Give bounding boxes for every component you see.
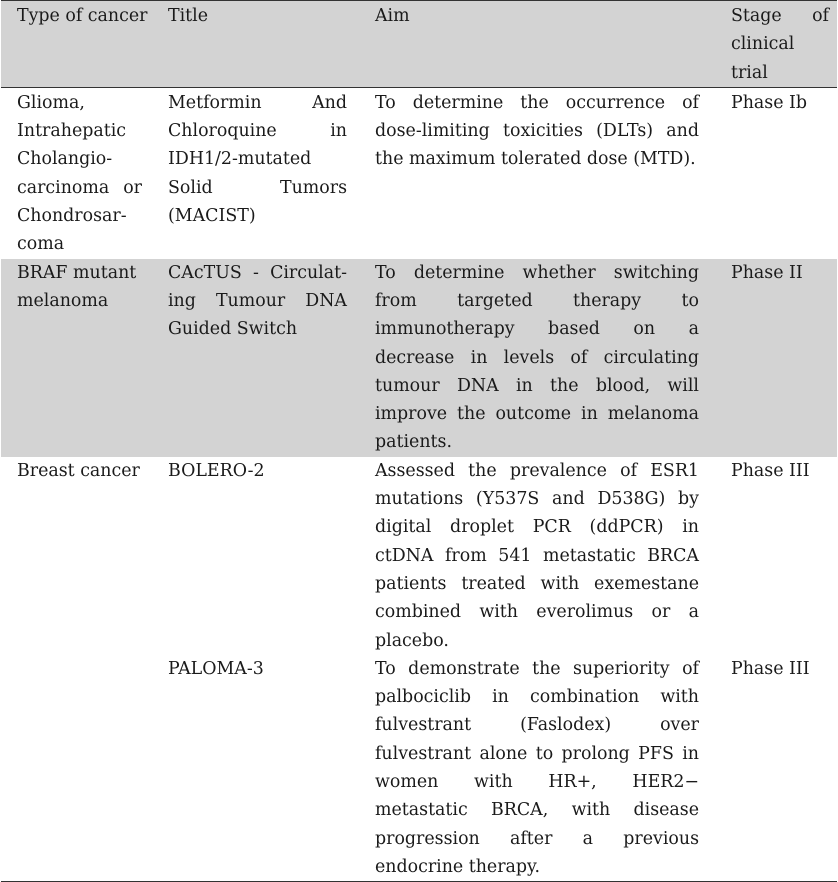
header-stage: Stage of clinical trial [731, 6, 829, 83]
clinical-trials-table [1, 0, 837, 882]
header-aim: Aim [375, 6, 410, 26]
cell-aim: Assessed the prevalence of ESR1 mutations (Y537S and D538G) by digital droplet PCR (ddPCR) in ctDNA from 541 metastatic BRCA patients treated with exemestane combined with everolimus or a placebo. [375, 460, 699, 651]
table-row [1, 87, 837, 258]
table-header [1, 1, 837, 88]
cell-title: BOLERO-2 [168, 460, 265, 481]
header-title: Title [168, 6, 209, 26]
cell-title: Metformin And Chloroquine in IDH1/2-mutated Solid Tumors (MACIST) [168, 92, 347, 227]
cell-stage: Phase III [731, 658, 810, 679]
header-type-of-cancer: Type of cancer [17, 6, 148, 26]
cell-type-of-cancer: BRAF mutant melanoma [17, 262, 137, 311]
cell-stage: Phase Ib [731, 92, 808, 113]
table-row [1, 457, 837, 655]
table-row [1, 259, 837, 457]
table-body [1, 87, 837, 881]
cell-stage: Phase III [731, 460, 810, 481]
cell-title: CAcTUS - Circulating Tumour DNA Guided Switch [168, 262, 347, 340]
cell-title: PALOMA-3 [168, 658, 264, 679]
cell-type-of-cancer: Breast cancer [17, 460, 140, 481]
cell-aim: To determine whether switching from targeted therapy to immunotherapy based on a decrease in levels of circulating tumour DNA in the blood, will improve the outcome in melanoma patients. [375, 262, 699, 453]
cell-aim: To demonstrate the superiority of palbociclib in combination with fulvestrant (Faslodex) over fulvestrant alone to prolong PFS in women with HR+, HER2− metastatic BRCA, with disease progression after a previous endocrine therapy. [375, 658, 699, 877]
cell-aim: To determine the occurrence of dose-limiting toxicities (DLTs) and the maximum tolerated dose (MTD). [375, 92, 699, 170]
table-row [1, 655, 837, 882]
cell-type-of-cancer: Glioma, Intrahepatic Cholangiocarcinoma or Chondrosarcoma [17, 92, 142, 255]
cell-type-of-cancer [1, 655, 152, 882]
cell-stage: Phase II [731, 262, 803, 283]
header-row [1, 1, 837, 88]
